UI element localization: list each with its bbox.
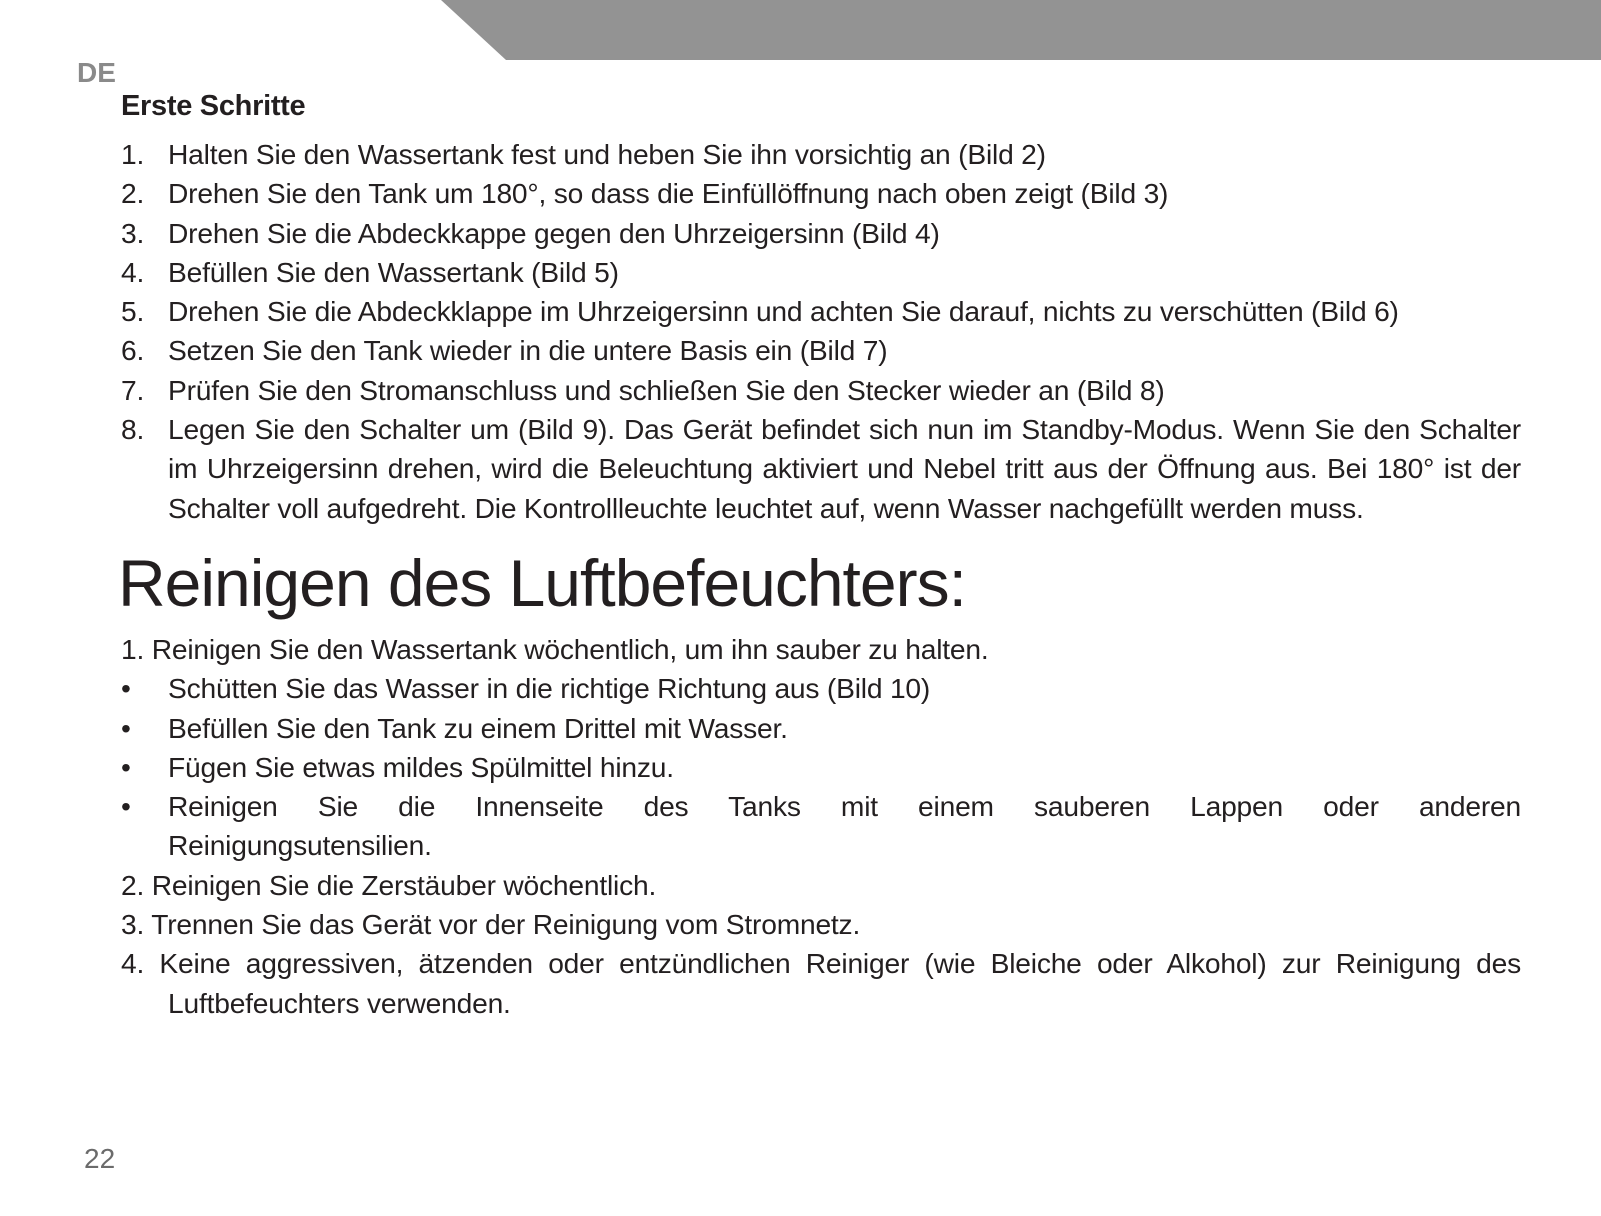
getting-started-heading: Erste Schritte <box>121 90 306 122</box>
list-item: 7. Prüfen Sie den Stromanschluss und schließen Sie den Stecker wieder an (Bild 8) <box>121 373 1165 406</box>
list-item: • Reinigen Sie die Innenseite des Tanks mit einem sauberen Lappen oder anderen Reinigungsutensilien. <box>121 787 1521 866</box>
language-label: DE <box>77 57 116 88</box>
bullet-icon: • <box>121 750 131 783</box>
list-item: • Fügen Sie etwas mildes Spülmittel hinzu. <box>121 748 1521 787</box>
getting-started-steps <box>121 135 1521 528</box>
list-item: 1. Reinigen Sie den Wassertank wöchentlich, um ihn sauber zu halten. <box>121 632 989 665</box>
bullet-icon: • <box>121 790 131 823</box>
list-item: 2. Drehen Sie den Tank um 180°, so dass die Einfüllöffnung nach oben zeigt (Bild 3) <box>121 177 1169 210</box>
list-item: • Befüllen Sie den Tank zu einem Drittel mit Wasser. <box>121 709 1521 748</box>
list-item: 3. Trennen Sie das Gerät vor der Reinigung vom Stromnetz. <box>121 908 861 941</box>
list-item: • Schütten Sie das Wasser in die richtige Richtung aus (Bild 10) <box>121 669 1521 708</box>
list-item: 3. Drehen Sie die Abdeckkappe gegen den Uhrzeigersinn (Bild 4) <box>121 216 940 249</box>
list-item: 8. Legen Sie den Schalter um (Bild 9). Das Gerät befindet sich nun im Standby-Modus. Wenn Sie den Schalter im Uhrzeigersinn drehen, wird die Beleuchtung aktiviert und Nebel tritt aus der Öffnung aus. Bei 180° ist der Schalter voll aufgedreht. Die Kontrollleuchte leuchtet auf, wenn Wasser nachgefüllt werden muss. <box>121 413 1521 524</box>
list-item: 6. Setzen Sie den Tank wieder in die untere Basis ein (Bild 7) <box>121 334 888 367</box>
bullet-icon: • <box>121 672 131 705</box>
page-number: 22 <box>84 1143 116 1174</box>
page-content <box>118 90 1521 1023</box>
cleaning-list <box>121 630 1521 1023</box>
list-item: 2. Reinigen Sie die Zerstäuber wöchentlich. <box>121 868 657 901</box>
list-item: 1. Halten Sie den Wassertank fest und heben Sie ihn vorsichtig an (Bild 2) <box>121 138 1046 170</box>
list-item: 4. Befüllen Sie den Wassertank (Bild 5) <box>121 255 619 288</box>
list-item: 5. Drehen Sie die Abdeckklappe im Uhrzeigersinn und achten Sie darauf, nichts zu verschütten (Bild 6) <box>121 295 1399 328</box>
header-band <box>441 0 1601 60</box>
bullet-icon: • <box>121 711 131 744</box>
list-item: 4. Keine aggressiven, ätzenden oder entzündlichen Reiniger (wie Bleiche oder Alkohol) zur Reinigung des Luftbefeuchters verwenden. <box>121 947 1521 1019</box>
cleaning-heading: Reinigen des Luftbefeuchters: <box>118 545 966 620</box>
